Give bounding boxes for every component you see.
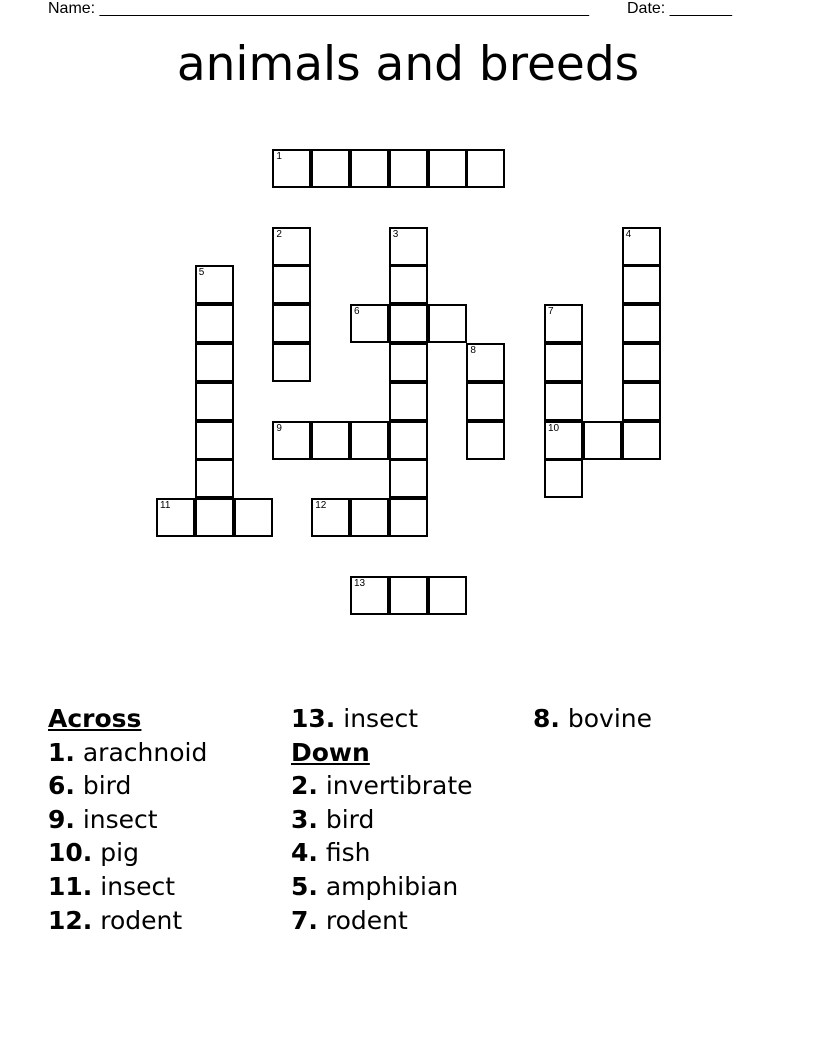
crossword-cell[interactable] bbox=[195, 421, 234, 460]
clue-text: amphibian bbox=[325, 871, 459, 901]
crossword-cell[interactable] bbox=[350, 304, 389, 343]
crossword-cell[interactable] bbox=[389, 227, 428, 266]
clue-across-9 bbox=[48, 803, 207, 837]
cell-number: 7 bbox=[548, 306, 554, 318]
clue-down-4 bbox=[291, 836, 473, 870]
clue-number: 3. bbox=[291, 804, 318, 834]
clue-text: pig bbox=[100, 838, 139, 868]
name-field-label: Name: _______________________________________________________ bbox=[48, 0, 589, 17]
crossword-cell[interactable] bbox=[583, 421, 622, 460]
clue-down-5 bbox=[291, 870, 473, 904]
crossword-cell[interactable] bbox=[195, 265, 234, 304]
crossword-cell[interactable] bbox=[272, 227, 311, 266]
clue-text: insect bbox=[100, 871, 175, 901]
cell-number: 8 bbox=[470, 345, 476, 356]
crossword-cell[interactable] bbox=[195, 498, 234, 537]
crossword-cell[interactable] bbox=[272, 149, 311, 188]
crossword-cell[interactable] bbox=[234, 498, 273, 537]
crossword-cell[interactable] bbox=[389, 459, 428, 498]
clue-text: bird bbox=[325, 804, 375, 834]
crossword-cell[interactable] bbox=[272, 343, 311, 382]
clue-across-13 bbox=[291, 702, 473, 736]
clue-number: 9. bbox=[48, 804, 75, 834]
crossword-cell[interactable] bbox=[272, 265, 311, 304]
crossword-cell[interactable] bbox=[389, 149, 428, 188]
crossword-cell[interactable] bbox=[544, 304, 583, 343]
crossword-cell[interactable] bbox=[544, 382, 583, 421]
clue-down-8 bbox=[533, 702, 652, 736]
crossword-cell[interactable] bbox=[622, 421, 661, 460]
crossword-cell[interactable] bbox=[389, 304, 428, 343]
clue-across-12 bbox=[48, 904, 207, 938]
crossword-cell[interactable] bbox=[350, 498, 389, 537]
across-heading: Across bbox=[48, 704, 142, 733]
crossword-cell[interactable] bbox=[389, 498, 428, 537]
crossword-cell[interactable] bbox=[428, 149, 467, 188]
cell-number: 6 bbox=[354, 306, 360, 318]
crossword-cell[interactable] bbox=[311, 149, 350, 188]
page-title: animals and breeds bbox=[176, 37, 640, 92]
cell-number: 9 bbox=[276, 422, 282, 434]
crossword-cell[interactable] bbox=[272, 421, 311, 460]
cell-number: 13 bbox=[354, 577, 366, 589]
cell-number: 4 bbox=[625, 228, 632, 240]
clue-number: 2. bbox=[291, 771, 318, 801]
crossword-cell[interactable] bbox=[350, 576, 389, 615]
crossword-cell[interactable] bbox=[544, 459, 583, 498]
clue-across-6 bbox=[48, 769, 207, 803]
crossword-cell[interactable] bbox=[389, 576, 428, 615]
clue-text: insect bbox=[343, 704, 418, 733]
crossword-cell[interactable] bbox=[622, 227, 661, 266]
cell-number: 2 bbox=[276, 228, 282, 240]
crossword-cell[interactable] bbox=[544, 343, 583, 382]
clue-down-2 bbox=[291, 769, 473, 803]
cell-number: 5 bbox=[198, 267, 205, 279]
cell-number: 3 bbox=[392, 228, 399, 240]
clue-number: 4. bbox=[291, 838, 318, 868]
crossword-cell[interactable] bbox=[622, 304, 661, 343]
clue-text: invertibrate bbox=[325, 771, 473, 801]
clue-number: 6. bbox=[48, 771, 75, 801]
cell-number: 10 bbox=[548, 422, 560, 434]
crossword-cell[interactable] bbox=[428, 304, 467, 343]
clue-text: rodent bbox=[325, 905, 408, 935]
crossword-cell[interactable] bbox=[466, 421, 505, 460]
clue-text: bovine bbox=[567, 704, 652, 733]
clue-across-11 bbox=[48, 870, 207, 904]
clue-number: 1. bbox=[48, 737, 75, 767]
clue-text: bird bbox=[82, 771, 132, 801]
crossword-cell[interactable] bbox=[350, 149, 389, 188]
cell-number: 1 bbox=[276, 151, 282, 162]
clues-column-3 bbox=[533, 702, 652, 736]
clues-column-1 bbox=[48, 702, 207, 937]
crossword-cell[interactable] bbox=[195, 304, 234, 343]
crossword-cell[interactable] bbox=[622, 382, 661, 421]
crossword-cell[interactable] bbox=[311, 421, 350, 460]
crossword-cell[interactable] bbox=[389, 382, 428, 421]
crossword-cell[interactable] bbox=[156, 498, 195, 537]
clue-number: 10. bbox=[48, 838, 93, 868]
crossword-cell[interactable] bbox=[195, 382, 234, 421]
clue-text: insect bbox=[82, 804, 158, 834]
crossword-cell[interactable] bbox=[272, 304, 311, 343]
clue-number: 7. bbox=[291, 905, 318, 935]
cell-number: 11 bbox=[160, 500, 171, 512]
clue-number: 5. bbox=[291, 871, 318, 901]
crossword-cell[interactable] bbox=[311, 498, 350, 537]
clues-column-2 bbox=[291, 702, 473, 937]
crossword-cell[interactable] bbox=[544, 421, 583, 460]
crossword-cell[interactable] bbox=[389, 421, 428, 460]
crossword-cell[interactable] bbox=[466, 382, 505, 421]
down-heading: Down bbox=[291, 737, 370, 767]
clue-down-7 bbox=[291, 904, 473, 938]
crossword-cell[interactable] bbox=[389, 343, 428, 382]
clue-down-3 bbox=[291, 803, 473, 837]
clue-number: 13. bbox=[291, 704, 336, 733]
crossword-cell[interactable] bbox=[195, 343, 234, 382]
clue-across-1 bbox=[48, 736, 207, 770]
clue-text: rodent bbox=[100, 905, 183, 935]
crossword-cell[interactable] bbox=[466, 149, 505, 188]
crossword-cell[interactable] bbox=[389, 265, 428, 304]
cell-number: 12 bbox=[315, 500, 327, 512]
crossword-cell[interactable] bbox=[622, 265, 661, 304]
date-field-label: Date: _______ bbox=[627, 0, 732, 17]
crossword-cell[interactable] bbox=[350, 421, 389, 460]
crossword-cell[interactable] bbox=[428, 576, 467, 615]
clue-number: 11. bbox=[48, 871, 93, 901]
clue-text: arachnoid bbox=[82, 737, 208, 767]
clue-text: fish bbox=[325, 838, 371, 868]
crossword-cell[interactable] bbox=[195, 459, 234, 498]
crossword-cell[interactable] bbox=[466, 343, 505, 382]
crossword-cell[interactable] bbox=[622, 343, 661, 382]
clue-number: 12. bbox=[48, 905, 93, 935]
clue-across-10 bbox=[48, 836, 207, 870]
clue-number: 8. bbox=[533, 704, 560, 733]
